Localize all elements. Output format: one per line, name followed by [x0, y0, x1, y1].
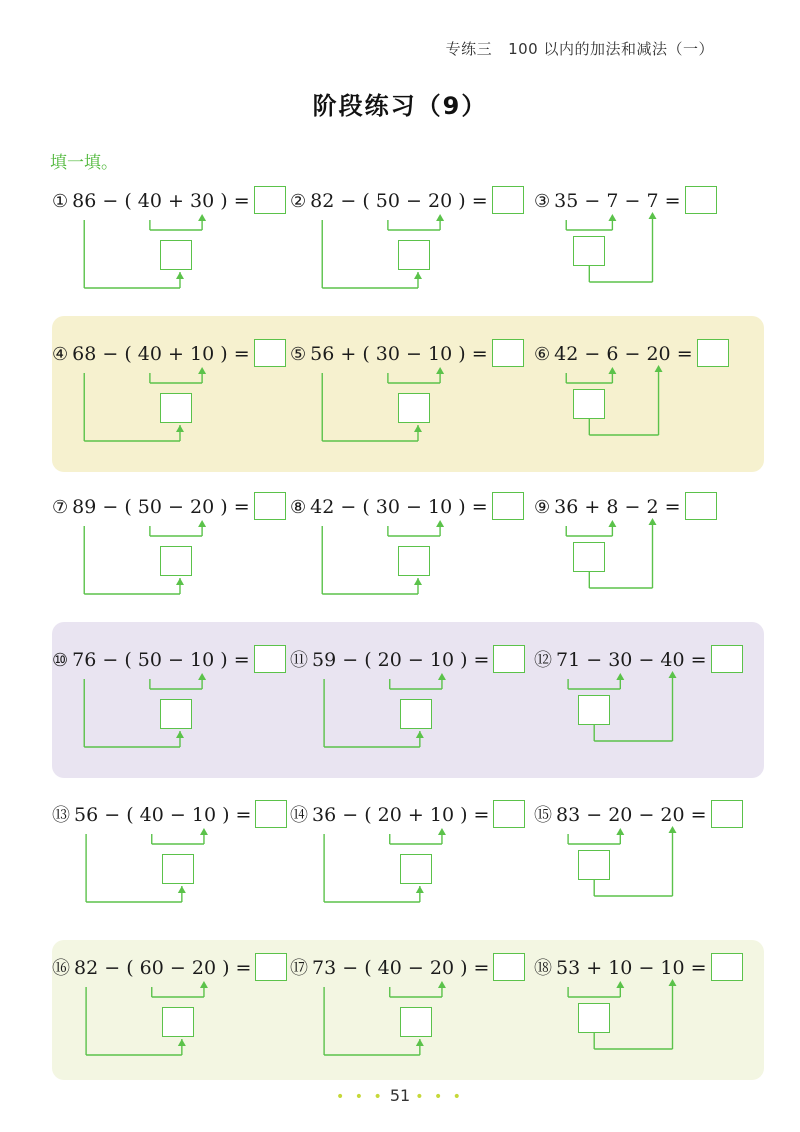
intermediate-answer-box[interactable] [160, 393, 192, 423]
expression [52, 800, 287, 830]
answer-box[interactable] [711, 645, 743, 673]
paren-open: ( [124, 649, 138, 671]
operator-2: − [624, 496, 641, 518]
equals-sign: = [233, 649, 250, 671]
outer-arrow [178, 1039, 186, 1046]
paren-open: ( [124, 496, 138, 518]
problem-number: ④ [52, 344, 69, 365]
intermediate-answer-box[interactable] [160, 699, 192, 729]
operator-1: − [104, 804, 121, 826]
problem-number: ③ [534, 191, 551, 212]
problem-4 [52, 339, 292, 459]
expression [290, 492, 524, 522]
instruction-text: 填一填。 [50, 153, 118, 173]
outer-arrow [176, 731, 184, 738]
answer-box[interactable] [254, 492, 286, 520]
equals-sign: = [471, 343, 488, 365]
operand-b: 8 [606, 496, 619, 518]
operand-b: 50 [137, 649, 162, 671]
intermediate-answer-box[interactable] [162, 1007, 194, 1037]
operand-c: 10 [429, 804, 455, 826]
operand-a: 68 [72, 343, 97, 365]
expression [534, 186, 717, 216]
paren-open: ( [362, 190, 376, 212]
paren-open: ( [124, 190, 138, 212]
operator-2: − [638, 957, 655, 979]
operator-1: − [102, 649, 119, 671]
operand-a: 73 [312, 957, 337, 979]
answer-box[interactable] [254, 186, 286, 214]
operator-1: − [102, 496, 119, 518]
answer-box[interactable] [493, 645, 525, 673]
page-footer [0, 1086, 800, 1105]
answer-box[interactable] [711, 800, 743, 828]
problem-number: ⑨ [534, 497, 551, 518]
operand-b: 20 [377, 649, 402, 671]
problem-3 [534, 186, 774, 306]
operand-a: 42 [310, 496, 335, 518]
expression [534, 645, 743, 675]
operator-2: + [168, 190, 184, 212]
problem-16 [52, 953, 292, 1073]
paren-open: ( [362, 343, 376, 365]
expression [52, 645, 286, 675]
equals-sign: = [664, 190, 681, 212]
equals-sign: = [471, 496, 488, 518]
equals-sign: = [233, 496, 250, 518]
operator-2: − [407, 957, 424, 979]
problem-18 [534, 953, 774, 1073]
paren-close: ) [214, 190, 228, 212]
equals-sign: = [690, 649, 707, 671]
problem-number: ⑥ [534, 344, 551, 365]
operator-1: + [584, 496, 601, 518]
operand-b: 30 [608, 649, 633, 671]
problem-13 [52, 800, 292, 920]
intermediate-answer-box[interactable] [573, 542, 605, 572]
problem-number: ⑰ [290, 958, 308, 979]
problem-15 [534, 800, 774, 920]
paren-open: ( [124, 343, 138, 365]
operator-2: − [638, 804, 655, 826]
operator-1: − [102, 343, 119, 365]
problem-number: ⑦ [52, 497, 69, 518]
equals-sign: = [664, 496, 681, 518]
operator-1: − [586, 804, 603, 826]
problem-number: ⑪ [290, 650, 308, 671]
equals-sign: = [676, 343, 693, 365]
operator-2: − [624, 343, 641, 365]
page-header [446, 38, 714, 59]
operand-a: 89 [72, 496, 97, 518]
equals-sign: = [471, 190, 488, 212]
operand-b: 40 [137, 190, 162, 212]
intermediate-answer-box[interactable] [160, 240, 192, 270]
expression [290, 953, 525, 983]
outer-arrow [414, 272, 422, 279]
operand-c: 10 [660, 957, 685, 979]
operand-b: 10 [608, 957, 633, 979]
operand-c: 2 [646, 496, 659, 518]
intermediate-answer-box[interactable] [578, 695, 610, 725]
problem-14 [290, 800, 530, 920]
operator-1: − [102, 190, 119, 212]
problem-number: ⑯ [52, 958, 70, 979]
equals-sign: = [233, 190, 250, 212]
operand-c: 20 [429, 957, 455, 979]
operator-2: − [168, 496, 184, 518]
paren-close: ) [454, 957, 468, 979]
problem-8 [290, 492, 530, 612]
expression [52, 953, 287, 983]
expression [290, 186, 524, 216]
operand-c: 10 [428, 496, 453, 518]
intermediate-answer-box[interactable] [573, 389, 605, 419]
operand-b: 60 [139, 957, 164, 979]
intermediate-answer-box[interactable] [573, 236, 605, 266]
paren-open: ( [126, 957, 140, 979]
paren-close: ) [216, 957, 230, 979]
operator-1: − [104, 957, 121, 979]
outer-arrow [176, 578, 184, 585]
operand-b: 30 [375, 343, 400, 365]
problem-number: ⑬ [52, 805, 70, 826]
operator-1: − [342, 649, 359, 671]
operand-c: 30 [190, 190, 215, 212]
operand-a: 36 [312, 804, 337, 826]
operand-c: 20 [646, 343, 671, 365]
answer-box[interactable] [685, 492, 717, 520]
operator-1: + [340, 343, 357, 365]
operator-2: − [406, 496, 422, 518]
equals-sign: = [233, 343, 250, 365]
problem-11 [290, 645, 530, 765]
operator-2: − [406, 343, 422, 365]
operand-b: 50 [375, 190, 400, 212]
intermediate-answer-box[interactable] [398, 240, 430, 270]
operand-a: 71 [556, 649, 581, 671]
operand-a: 82 [74, 957, 99, 979]
intermediate-answer-box[interactable] [398, 546, 430, 576]
problem-number: ⑭ [290, 805, 308, 826]
intermediate-answer-box[interactable] [400, 699, 432, 729]
equals-sign: = [473, 957, 490, 979]
outer-arrow [176, 272, 184, 279]
operand-a: 83 [556, 804, 581, 826]
operand-c: 10 [428, 343, 453, 365]
operand-a: 35 [554, 190, 579, 212]
footer-dots-right: • • • [415, 1089, 464, 1105]
paren-close: ) [454, 649, 468, 671]
operator-1: − [340, 190, 357, 212]
operand-b: 7 [606, 190, 619, 212]
operand-c: 40 [660, 649, 685, 671]
topic-label: 100 以内的加法和减法（一） [508, 40, 714, 58]
outer-arrow [416, 1039, 424, 1046]
problem-12 [534, 645, 774, 765]
operand-a: 42 [554, 343, 579, 365]
operator-2: + [407, 804, 424, 826]
operand-b: 20 [608, 804, 633, 826]
operand-c: 20 [190, 496, 215, 518]
problem-number: ⑫ [534, 650, 552, 671]
operator-1: − [586, 649, 603, 671]
expression [52, 186, 286, 216]
operator-2: − [406, 190, 422, 212]
equals-sign: = [690, 804, 707, 826]
answer-box[interactable] [492, 186, 524, 214]
problem-9 [534, 492, 774, 612]
operand-a: 56 [74, 804, 99, 826]
intermediate-answer-box[interactable] [162, 854, 194, 884]
equals-sign: = [235, 804, 252, 826]
answer-box[interactable] [711, 953, 743, 981]
answer-box[interactable] [492, 492, 524, 520]
operator-2: − [169, 957, 186, 979]
paren-open: ( [126, 804, 140, 826]
intermediate-answer-box[interactable] [578, 1003, 610, 1033]
operand-b: 30 [375, 496, 400, 518]
problem-10 [52, 645, 292, 765]
operand-a: 76 [72, 649, 97, 671]
operator-1: + [586, 957, 603, 979]
outer-arrow [414, 425, 422, 432]
answer-box[interactable] [255, 953, 287, 981]
page-number: 51 [389, 1086, 411, 1105]
equals-sign: = [473, 804, 490, 826]
operand-c: 10 [429, 649, 455, 671]
operator-1: − [340, 496, 357, 518]
paren-close: ) [214, 649, 228, 671]
operator-2: + [168, 343, 184, 365]
answer-box[interactable] [254, 339, 286, 367]
problem-number: ② [290, 191, 307, 212]
intermediate-answer-box[interactable] [400, 1007, 432, 1037]
expression [290, 800, 525, 830]
paren-open: ( [364, 649, 378, 671]
operand-b: 20 [377, 804, 402, 826]
answer-box[interactable] [492, 339, 524, 367]
paren-close: ) [454, 804, 468, 826]
equals-sign: = [235, 957, 252, 979]
operand-b: 50 [137, 496, 162, 518]
expression [52, 339, 286, 369]
equals-sign: = [690, 957, 707, 979]
answer-box[interactable] [493, 800, 525, 828]
operator-1: − [584, 343, 601, 365]
paren-open: ( [362, 496, 376, 518]
operand-b: 6 [606, 343, 619, 365]
problem-number: ⑧ [290, 497, 307, 518]
outer-arrow [178, 886, 186, 893]
operator-2: − [407, 649, 424, 671]
operand-a: 82 [310, 190, 335, 212]
operator-1: − [584, 190, 601, 212]
operator-2: − [169, 804, 186, 826]
operand-c: 10 [191, 804, 217, 826]
section-label: 专练三 [445, 40, 493, 58]
expression [534, 953, 743, 983]
paren-close: ) [214, 343, 228, 365]
problem-number: ⑩ [52, 650, 69, 671]
intermediate-answer-box[interactable] [398, 393, 430, 423]
operand-c: 20 [191, 957, 217, 979]
operand-b: 40 [139, 804, 164, 826]
expression [534, 339, 729, 369]
outer-arrow [416, 731, 424, 738]
intermediate-answer-box[interactable] [400, 854, 432, 884]
problem-number: ⑮ [534, 805, 552, 826]
intermediate-answer-box[interactable] [160, 546, 192, 576]
problem-number: ① [52, 191, 69, 212]
operator-2: − [624, 190, 641, 212]
outer-arrow [414, 578, 422, 585]
paren-close: ) [452, 496, 466, 518]
paren-close: ) [452, 190, 466, 212]
paren-close: ) [214, 496, 228, 518]
expression [534, 800, 743, 830]
operand-b: 40 [377, 957, 402, 979]
operand-c: 7 [646, 190, 659, 212]
problem-17 [290, 953, 530, 1073]
intermediate-answer-box[interactable] [578, 850, 610, 880]
paren-open: ( [364, 957, 378, 979]
operator-2: − [638, 649, 655, 671]
paren-close: ) [216, 804, 230, 826]
operand-a: 59 [312, 649, 337, 671]
answer-box[interactable] [685, 186, 717, 214]
answer-box[interactable] [255, 800, 287, 828]
operand-a: 86 [72, 190, 97, 212]
answer-box[interactable] [254, 645, 286, 673]
operand-b: 40 [137, 343, 162, 365]
problem-2 [290, 186, 530, 306]
expression [290, 339, 524, 369]
page-title: 阶段练习（9） [312, 92, 488, 120]
problem-7 [52, 492, 292, 612]
operand-a: 56 [310, 343, 335, 365]
problem-number: ⑱ [534, 958, 552, 979]
operand-a: 36 [554, 496, 579, 518]
operand-c: 10 [190, 649, 215, 671]
expression [534, 492, 717, 522]
operand-c: 10 [190, 343, 215, 365]
problem-5 [290, 339, 530, 459]
answer-box[interactable] [697, 339, 729, 367]
paren-close: ) [452, 343, 466, 365]
operator-2: − [168, 649, 184, 671]
footer-dots-left: • • • [336, 1089, 385, 1105]
outer-arrow [416, 886, 424, 893]
expression [290, 645, 525, 675]
operand-a: 53 [556, 957, 581, 979]
paren-open: ( [364, 804, 378, 826]
equals-sign: = [473, 649, 490, 671]
answer-box[interactable] [493, 953, 525, 981]
operand-c: 20 [428, 190, 453, 212]
outer-arrow [176, 425, 184, 432]
problem-6 [534, 339, 774, 459]
operator-1: − [342, 957, 359, 979]
operand-c: 20 [660, 804, 685, 826]
operator-1: − [342, 804, 359, 826]
problem-1 [52, 186, 292, 306]
problem-number: ⑤ [290, 344, 307, 365]
expression [52, 492, 286, 522]
